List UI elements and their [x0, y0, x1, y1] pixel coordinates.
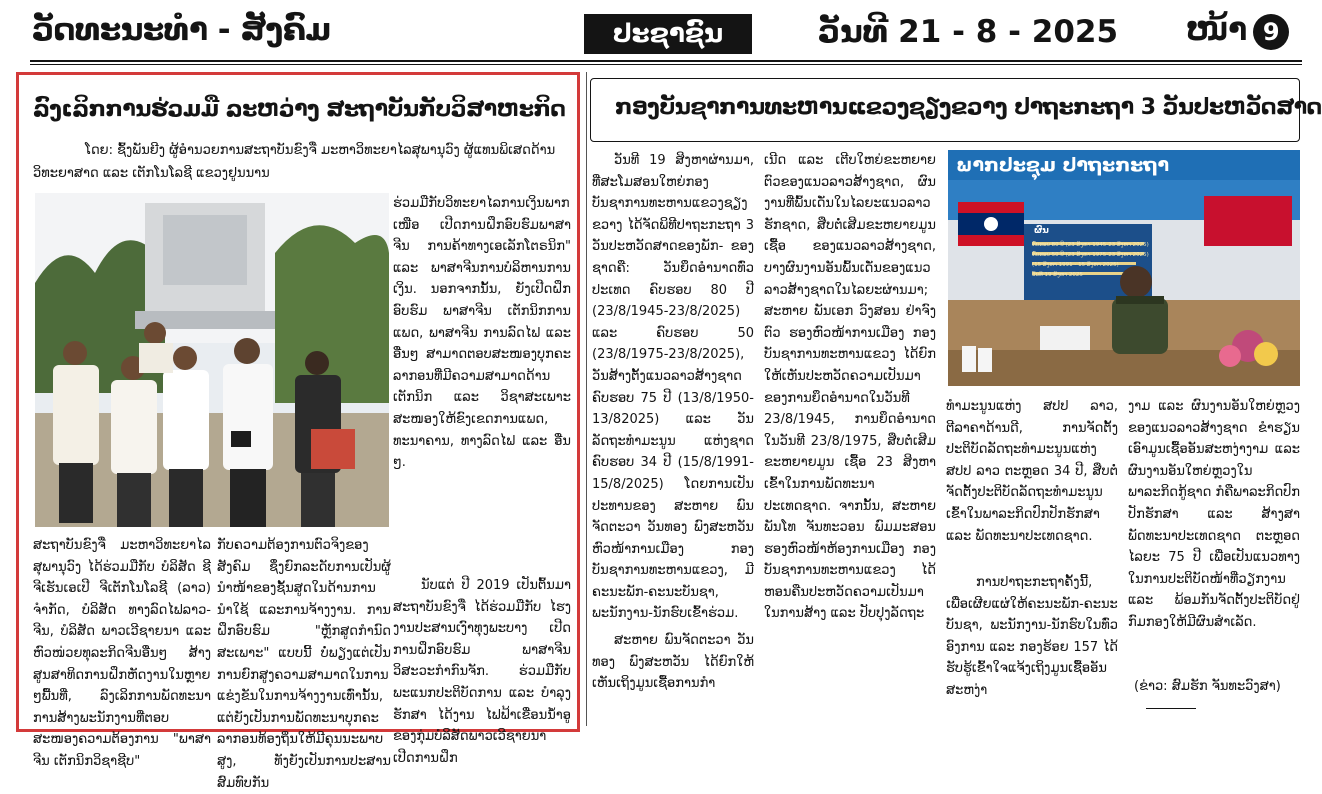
photo-banner-text: ພາກປະຊຸມ ປາຖະກະຖາ [956, 154, 1170, 176]
photo-board-line: ຄົບຮອບ 80 ປີ (23 ສິງຫາ 1945-23 ສິງຫາ 2025) [1032, 242, 1149, 248]
right-article-col-3b: ການປາຖະກະຖາຄັ້ງນີ້, ເພື່ອເຜີຍແຜ່ໃຫ້ຄະນະພັກ-ຄະນະບັນຊາ, ພະນັກງານ-ນັກຮົບໃນທົ່ວອົງການ ແລະ ກອງຮ້ອຍ 157 ໄດ້ຮັບຮູ້ເຂົ້າໃຈແຈ້ງເຖິງມູນເຊື້ອອັນສະຫງ່າ [946, 575, 1118, 698]
newspaper-masthead: ປະຊາຊົນ [584, 14, 752, 54]
photo-board-line: ຄົບຮອບ 50 ປີ (23 ສິງຫາ 1975-23 ສິງຫາ 2025) [1032, 252, 1149, 258]
right-article-author: (ຂ່າວ: ສົມຮັກ ຈັນທະວົງສາ) [1134, 679, 1281, 694]
left-article-headline: ລົງເລິກການຮ່ວມມື ລະຫວ່າງ ສະຖາບັນກັບວິສາຫະກິດ [33, 97, 566, 122]
photo-board-line: ວັນທີ 19 ສິງຫາ 2025 [1032, 272, 1083, 278]
photo-board-title: ຜົນ [1034, 226, 1049, 236]
issue-date [818, 14, 1128, 50]
date-label: ວັນທີ [818, 14, 889, 50]
left-article [16, 72, 580, 791]
section-title: ວັດທະນະທຳ - ສັງຄົມ [32, 12, 331, 48]
left-article-byline: ໂດຍ: ຊົ້ງພັນຍີງ ຜູ້ອຳນວຍການສະຖາບັນຂົງຈື່ ມະຫາວິທະຍາໄລສຸພານຸວົງ ຜູ້ແທນພິເສດດ້ານວິທະຍາສາດ ແລະ ເຕັກໂນໂລຊີ ແຂວງຢູນນານ [33, 143, 556, 181]
page-column-divider [586, 72, 587, 726]
left-article-text-col-c: ນັບແຕ່ ປີ 2019 ເປັນຕົ້ນມາ ສະຖາບັນຂົງຈື່ ໄດ້ຮ່ວມມືກັບ ໄຮງງານປະສານເງົາທຸງພະບາງ ເປີດການຝຶກອົບຮົມ ພາສາຈີນ ວິສະວະກຳກົນຈັກ. ຮ່ວມມືກັບພະແນກປະຕິບັດການ ແລະ ບຳລຸງຮັກສາ ໄດ້ງານ ໄຟຟ້າເຂື່ອນນ້ຳອູຂອງກຸ່ມບໍລິສັດພາວເວີຊາຍນາ ເປີດການຝຶກ [393, 578, 571, 766]
left-article-text-col-b-part1: ກັບຄວາມຕ້ອງການຕົວຈິງຂອງສັງຄົມ ຊຶ່ງຍົກລະດັບການເປັນຜູ້ນຳໜ້າຂອງຊັ້ນສູດໃນດ້ານການນຳໃຊ້ ແລະການຈ້າງງານ. ການຝຶກອົບຮົມ "ຫຼັກສູດກຳນົດສະເພາະ" ແບບນີ້ ບໍ່ພຽງແຕ່ເປັນການຍົກສູງຄວາມສາມາດໃນການແຂ່ງຂັນໃນການຈ້າງງານເທົ່ານັ້ນ, ແຕ່ຍັງເປັນການພັດທະນາບຸກຄະລາກອນທ້ອງຖິ່ນໃຫ້ມີຄຸນນະພາບສູງ, ທັງຍັງເປັນການປະສານສົມທົບກັນ [217, 538, 391, 791]
photo-board-lines [1032, 240, 1150, 280]
header-rule [30, 60, 1302, 62]
photo-board-line: (15 ສິງຫາ 1991 - 15 ສິງຫາ 2025) [1032, 262, 1119, 268]
page-indicator [1186, 12, 1289, 50]
right-article-col-4: ງາມ ແລະ ຜົນງານອັນໃຫຍ່ຫຼວງຂອງແນວລາວສ້າງຊາດ ຂຳຮຽນເອົາມູນເຊື້ອອັນສະຫງ່າງາມ ແລະ ຜົນງານອັນໃຫຍ່ຫຼວງໃນພາລະກິດກູ້ຊາດ ກໍຄືພາລະກິດປົກປັກຮັກສາ ແລະ ສ້າງສາພັດທະນາປະເທດຊາດ ຕະຫຼອດໄລຍະ 75 ປີ ເພື່ອເປັນແນວທາງໃນການປະຕິບັດໜ້າທີ່ວຽກງານ ແລະ ພ້ອມກັນຈັດຕັ້ງປະຕິບັດຢູ່ກົມກອງໃຫ້ມີຜົນສຳເລັດ. [1128, 399, 1300, 630]
page-number: 9 [1253, 14, 1289, 50]
ceremony-photo-image [35, 193, 389, 527]
ceremony-photo [35, 193, 389, 527]
right-article-col-2: ເນີດ ແລະ ເຕີບໃຫຍ່ຂະຫຍາຍຕົວຂອງແນວລາວສ້າງຊາດ, ຜົນງານທີ່ພົ້ນເດັ່ນໃນໄລຍະແນວລາວຮັກຊາດ, ສືບຕໍ່ເສີມຂະຫຍາຍມູນເຊື້ອ ຂອງແນວລາວສ້າງຊາດ, ບາງຜົນງານອັນພົ້ນເດັ່ນຂອງແນວລາວສ້າງຊາດໃນໄລຍະຜ່ານມາ; ສະຫາຍ ພັນເອກ ວົງສອນ ຢ່າຈົງຕົວ ຮອງຫົວໜ້າການເມືອງ ກອງບັນຊາການທະຫານແຂວງ ໄດ້ຍົກໃຫ້ເຫັນປະຫວັດຄວາມເປັນມາຂອງການຍຶດອຳນາດໃນວັນທີ 23/8/1945, ການຍຶດອຳນາດໃນວັນທີ 23/8/1975, ສືບຕໍ່ເສີມຂະຫຍາຍມູນ ເຊື້ອ 23 ສິງຫາເຂົ້າໃນການພັດທະນາປະເທດຊາດ. ຈາກນັ້ນ, ສະຫາຍ ພັນໂທ ຈັນທະວອນ ພົມມະສອນ ຮອງຫົວໜ້າຫ້ອງການເມືອງ ກອງບັນຊາການທະຫານແຂວງ ໄດ້ຫອນຄືນປະຫວັດຄວາມເປັນມາໃນການສ້າງ ແລະ ປັບປຸງລັດຖະ [764, 153, 936, 622]
page-header [0, 0, 1322, 68]
left-article-text-col-b [217, 535, 391, 791]
article-end-rule [1146, 708, 1196, 709]
right-article-col-1b: ສະຫາຍ ພົນຈັດຕະວາ ວັນທອງ ພົງສະຫວັນ ໄດ້ຍົກໃຫ້ເຫັນເຖິງມູນເຊື້ອການກຳ [592, 633, 754, 692]
page-label: ໜ້າ [1186, 12, 1248, 48]
header-rule-thin [30, 64, 1302, 65]
left-article-text-col-a: ສະຖາບັນຂົງຈື່ ມະຫາວິທະຍາໄລ ສຸພານຸວົງ ໄດ້ຮ່ວມມືກັບ ບໍລິສັດ ຊີຈີເຮັນເອເປີ ຈີເຕັກໂນໂລຊີ (ລາວ) ຈຳກັດ, ບໍລິສັດ ທາງລົດໄຟລາວ- ຈີນ, ບໍລິສັດ ພາວເວີຊາຍນາ ແລະ ຫົວໜ່ວຍທຸລະກິດຈີນອື່ນໆ ສ້າງສູນສາທິດການຝຶກຫັດງານໃນຫຼາຍໆພື້ນທີ່, ລົງເລິກການພັດທະນາການສ້າງພະນັກງານທີ່ຕອບສະໜອງຄວາມຕ້ອງການ "ພາສາຈີນ ເຕັກນິກວິຊາຊີບ" [33, 538, 211, 769]
left-article-text-upper-right: ຮ່ວມມືກັບວິທະຍາໄລການເງິນພາກເໜືອ ເປີດການຝຶກອົບຮົມພາສາຈີນ ການຄ້າທາງເອເລັກໂຕຣນິກ" ແລະ ພາສາຈີນການບໍລິຫານການເງິນ. ນອກຈາກນັ້ນ, ຍັງເປີດຝຶກອົບຮົມ ພາສາຈີນ ເຕັກນິກການແພດ, ພາສາຈີນ ການລົດໄຟ ແລະ ອື່ນໆ ສາມາດຕອບສະໜອງບຸກຄະລາກອນທີ່ມີຄວາມສາມາດດ້ານເຕັກນິກ ແລະ ວິຊາສະເພາະສະໜອງໃຫ້ຂົງເຂດການແພດ, ທະນາຄານ, ທາງລົດໄຟ ແລະ ອື່ນໆ. [393, 196, 571, 471]
right-article-col-1: ວັນທີ 19 ສິງຫາຜ່ານມາ, ທີ່ສະໂມສອນໃຫຍ່ກອງບັນຊາການທະຫານແຂວງຊຽງຂວາງ ໄດ້ຈັດພິທີປາຖະກະຖາ 3 ວັນປະຫວັດສາດຂອງພັກ- ຂອງຊາດຄື: ວັນຍຶດອຳນາດທົ່ວປະເທດ ຄົບຮອບ 80 ປີ (23/8/1945-23/8/2025) ແລະ ຄົບຮອບ 50 (23/8/1975-23/8/2025), ວັນສ້າງຕັ້ງແນວລາວສ້າງຊາດ ຄົບຮອບ 75 ປີ (13/8/1950-13/82025) ແລະ ວັນລັດຖະທຳມະນູນ ແຫ່ງຊາດ ຄົບຮອບ 34 ປີ (15/8/1991-15/8/2025) ໂດຍການເປັນປະທານຂອງ ສະຫາຍ ພົນຈັດຕະວາ ວັນທອງ ພົງສະຫວັນ ຫົວໜ້າການເມືອງ ກອງບັນຊາການທະຫານແຂວງ, ມີຄະນະພັກ-ຄະນະບັນຊາ, ພະນັກງານ-ນັກຮົບເຂົ້າຮ່ວມ. [592, 153, 754, 622]
date-value: 21 - 8 - 2025 [898, 14, 1119, 50]
right-article-headline-box [590, 78, 1322, 142]
meeting-photo [948, 150, 1300, 386]
right-article-headline: ກອງບັນຊາການທະຫານແຂວງຊຽງຂວາງ ປາຖະກະຖາ 3 ວັນປະຫວັດສາດ [615, 95, 1322, 120]
right-article-col-3: ທຳມະນູນແຫ່ງ ສປປ ລາວ, ຕີລາຄາດ້ານດີ, ການຈັດຕັ້ງປະຕິບັດລັດຖະທຳມະນູນແຫ່ງ ສປປ ລາວ ຕະຫຼອດ 34 ປີ, ສືບຕໍ່ຈັດຕັ້ງປະຕິບັດລັດຖະທຳມະນູນເຂົ້າໃນພາລະກິດປົກປັກຮັກສາ ແລະ ພັດທະນາປະເທດຊາດ. [946, 399, 1118, 544]
